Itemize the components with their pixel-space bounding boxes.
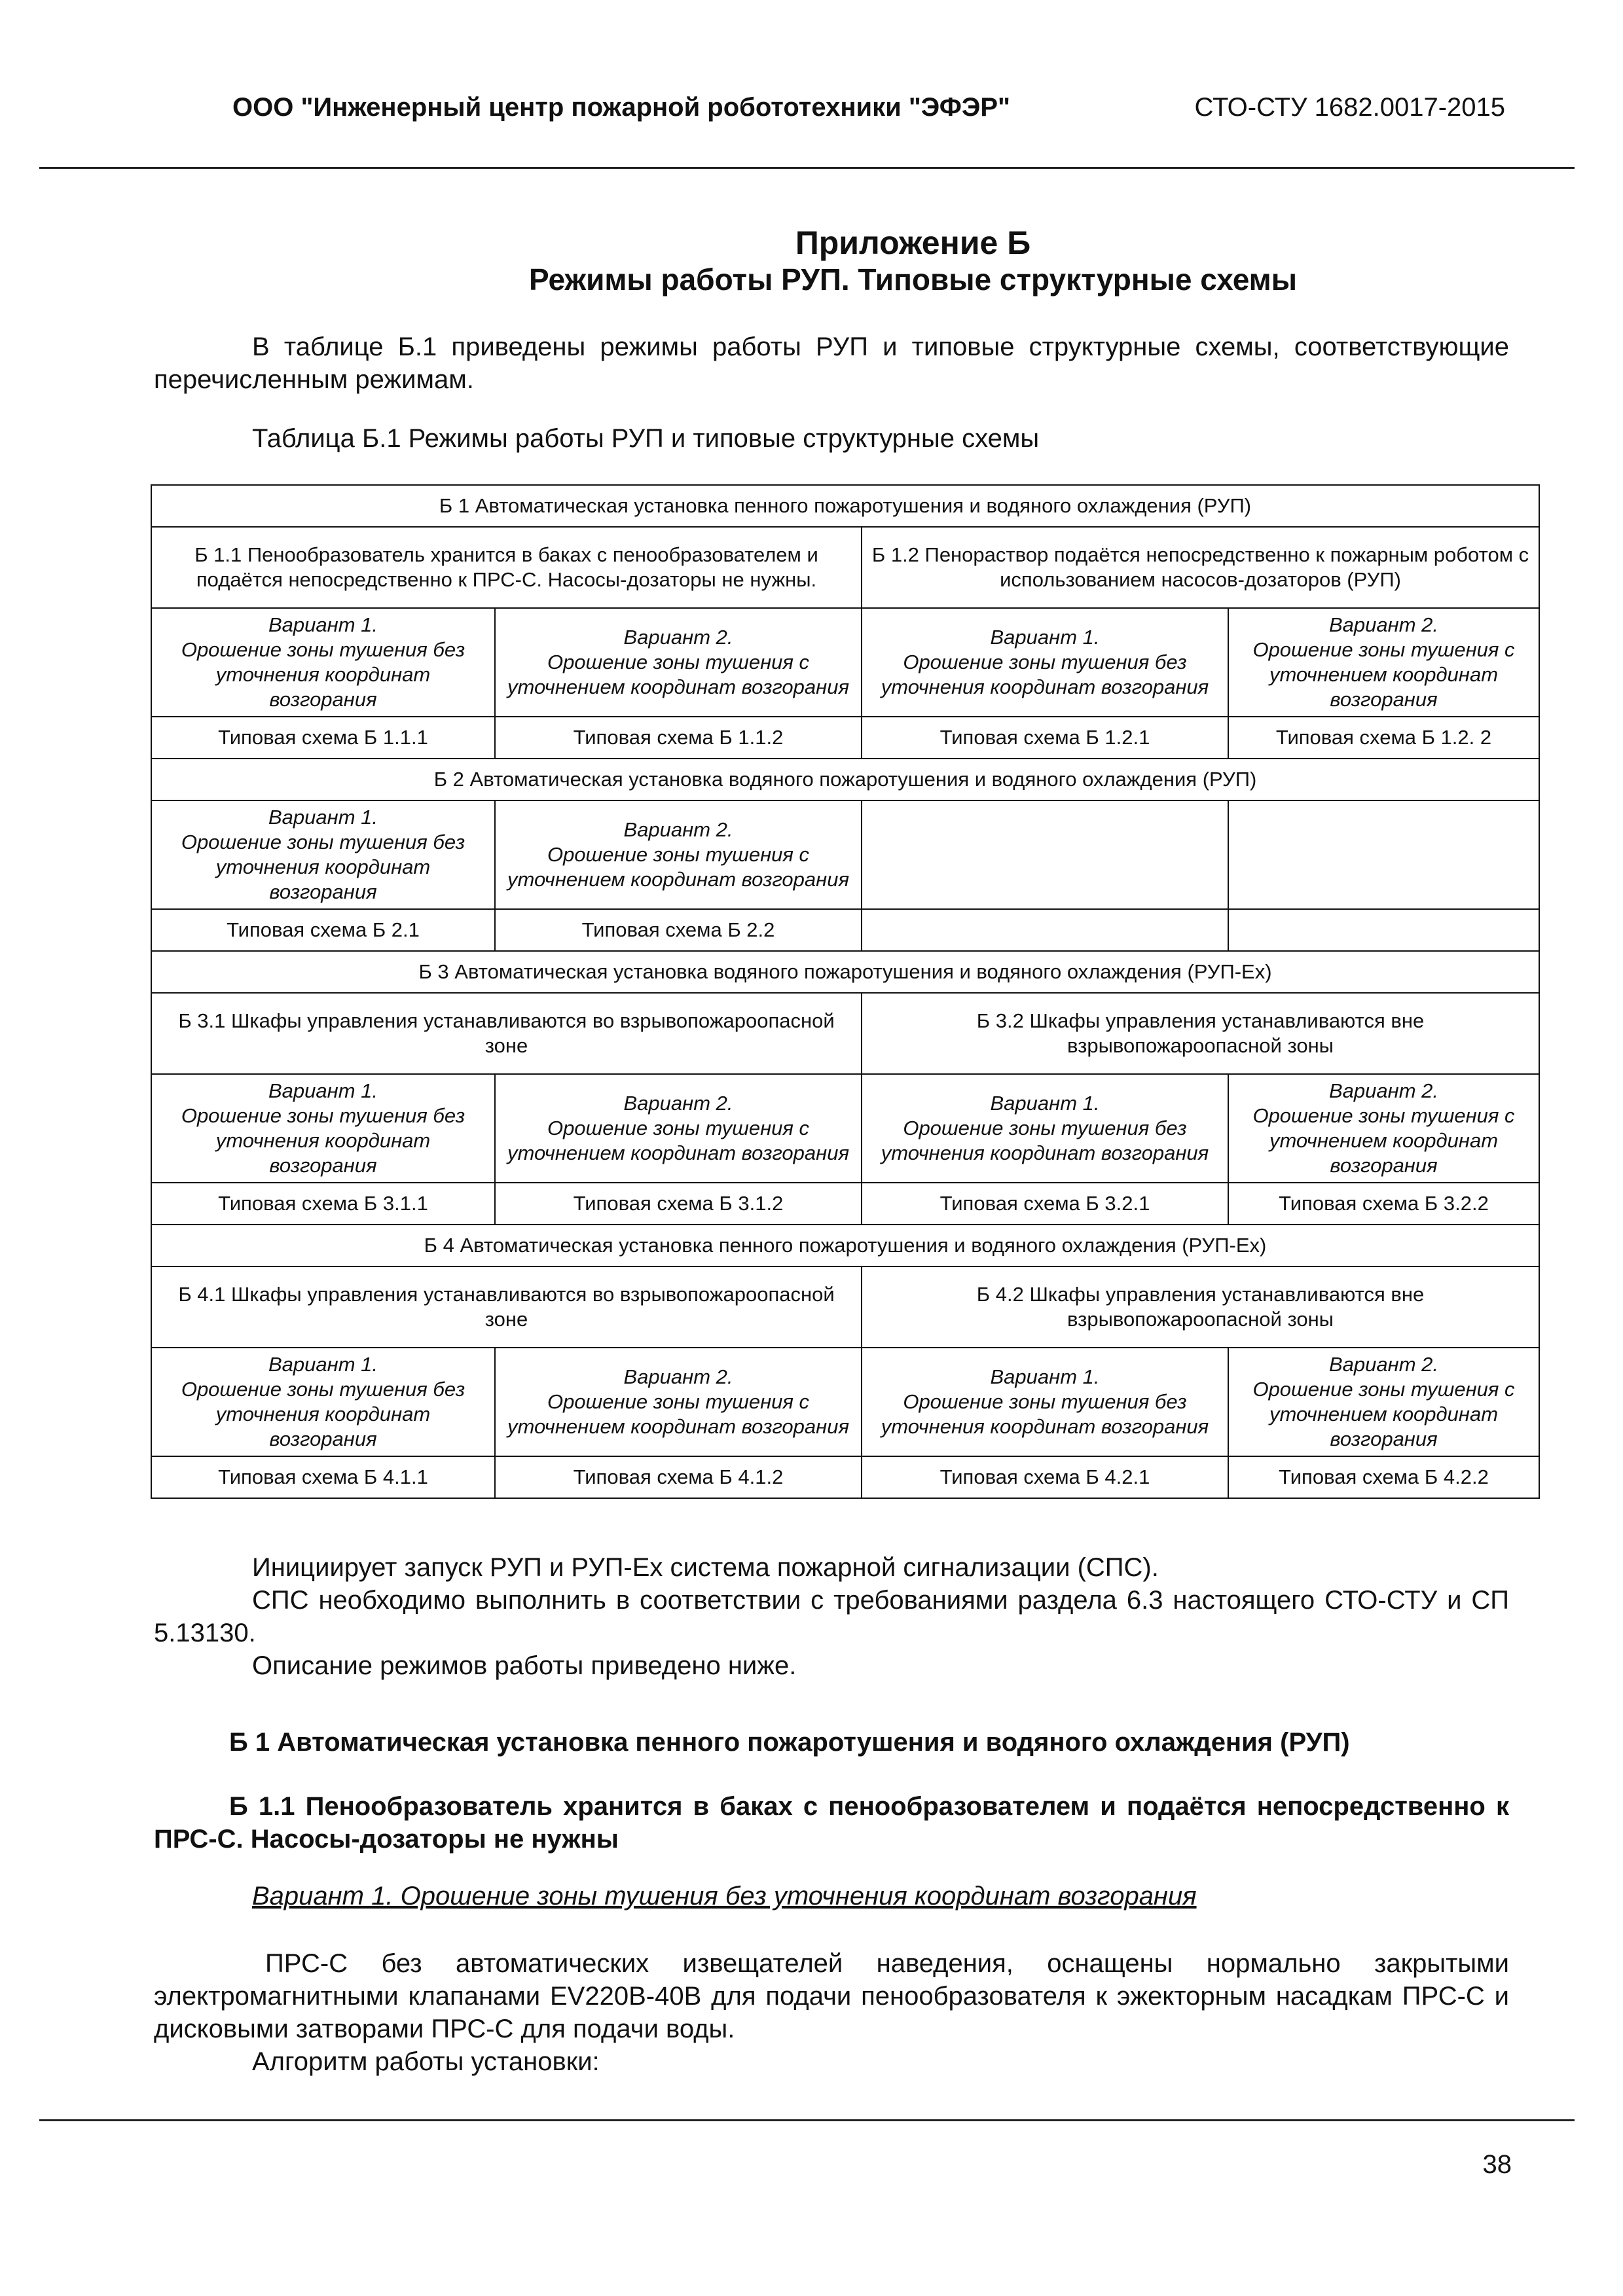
scheme-cell: Типовая схема Б 4.2.2 (1228, 1456, 1539, 1498)
empty-cell (1228, 800, 1539, 909)
scheme-cell: Типовая схема Б 4.2.1 (862, 1456, 1228, 1498)
scheme-cell: Типовая схема Б 1.2.1 (862, 717, 1228, 759)
variant-cell: Вариант 2. Орошение зоны тушения с уточнением координат возгорания (495, 1348, 862, 1456)
variant-cell: Вариант 2. Орошение зоны тушения с уточнением координат возгорания (1228, 1348, 1539, 1456)
header-document-code: СТО-СТУ 1682.0017-2015 (1194, 93, 1505, 122)
modes-table (151, 484, 1540, 1499)
paragraph-algorithm: Алгоритм работы установки: (252, 2047, 600, 2076)
paragraph-sps-requirements: СПС необходимо выполнить в соответствии с требованиями раздела 6.3 настоящего СТО-СТУ и СП 5.13130. (154, 1586, 1509, 1647)
section-b1-title: Б 1 Автоматическая установка пенного пожаротушения и водяного охлаждения (РУП) (151, 485, 1539, 527)
variant-cell: Вариант 2. Орошение зоны тушения с уточнением координат возгорания (1228, 1074, 1539, 1183)
variant-cell: Вариант 2. Орошение зоны тушения с уточнением координат возгорания (1228, 608, 1539, 717)
subsection-b42: Б 4.2 Шкафы управления устанавливаются вне взрывопожароопасной зоны (862, 1266, 1539, 1348)
section-b2-title: Б 2 Автоматическая установка водяного пожаротушения и водяного охлаждения (РУП) (151, 759, 1539, 800)
scheme-cell: Типовая схема Б 1.1.1 (151, 717, 495, 759)
empty-cell (1228, 909, 1539, 951)
scheme-cell: Типовая схема Б 3.1.1 (151, 1183, 495, 1225)
subsection-b32: Б 3.2 Шкафы управления устанавливаются вне взрывопожароопасной зоны (862, 993, 1539, 1074)
paragraph-description-note: Описание режимов работы приведено ниже. (252, 1651, 797, 1680)
scheme-cell: Типовая схема Б 3.1.2 (495, 1183, 862, 1225)
variant-cell: Вариант 1. Орошение зоны тушения без уточнения координат возгорания (151, 800, 495, 909)
subsection-b12: Б 1.2 Пенораствор подаётся непосредственно к пожарным роботом с использованием насосов-дозаторов (РУП) (862, 527, 1539, 608)
variant-heading: Вариант 1. Орошение зоны тушения без уточнения координат возгорания (252, 1882, 1197, 1910)
subsection-b41: Б 4.1 Шкафы управления устанавливаются во взрывопожароопасной зоне (151, 1266, 862, 1348)
subsection-b11: Б 1.1 Пенообразователь хранится в баках с пенообразователем и подаётся непосредственно к ПРС-С. Насосы-дозаторы не нужны. (151, 527, 862, 608)
page-number: 38 (1482, 2150, 1512, 2179)
table-caption: Таблица Б.1 Режимы работы РУП и типовые структурные схемы (252, 424, 1040, 453)
variant-cell: Вариант 1. Орошение зоны тушения без уточнения координат возгорания (862, 608, 1228, 717)
scheme-cell: Типовая схема Б 1.1.2 (495, 717, 862, 759)
variant-cell: Вариант 2. Орошение зоны тушения с уточнением координат возгорания (495, 608, 862, 717)
variant-cell: Вариант 2. Орошение зоны тушения с уточнением координат возгорания (495, 1074, 862, 1183)
paragraph-sps-trigger: Инициирует запуск РУП и РУП-Ех система пожарной сигнализации (СПС). (252, 1553, 1159, 1582)
intro-paragraph: В таблице Б.1 приведены режимы работы РУП и типовые структурные схемы, соответствующие перечисленным режимам. (154, 332, 1509, 394)
variant-cell: Вариант 1. Орошение зоны тушения без уточнения координат возгорания (862, 1348, 1228, 1456)
scheme-cell: Типовая схема Б 4.1.1 (151, 1456, 495, 1498)
subsection-b31: Б 3.1 Шкафы управления устанавливаются во взрывопожароопасной зоне (151, 993, 862, 1074)
scheme-cell: Типовая схема Б 2.1 (151, 909, 495, 951)
scheme-cell: Типовая схема Б 4.1.2 (495, 1456, 862, 1498)
section-b3-title: Б 3 Автоматическая установка водяного пожаротушения и водяного охлаждения (РУП-Ех) (151, 951, 1539, 993)
variant-cell: Вариант 2. Орошение зоны тушения с уточнением координат возгорания (495, 800, 862, 909)
empty-cell (862, 800, 1228, 909)
header-rule (39, 167, 1575, 169)
variant-cell: Вариант 1. Орошение зоны тушения без уточнения координат возгорания (151, 1348, 495, 1456)
variant-cell: Вариант 1. Орошение зоны тушения без уточнения координат возгорания (862, 1074, 1228, 1183)
empty-cell (862, 909, 1228, 951)
section-heading-b1: Б 1 Автоматическая установка пенного пожаротушения и водяного охлаждения (РУП) (229, 1728, 1350, 1757)
appendix-subtitle: Режимы работы РУП. Типовые структурные схемы (529, 262, 1297, 296)
variant-cell: Вариант 1. Орошение зоны тушения без уточнения координат возгорания (151, 1074, 495, 1183)
scheme-cell: Типовая схема Б 1.2. 2 (1228, 717, 1539, 759)
scheme-cell: Типовая схема Б 3.2.1 (862, 1183, 1228, 1225)
paragraph-prs-description: ПРС-С без автоматических извещателей наведения, оснащены нормально закрытыми электромагнитными клапанами EV220B-40B для подачи пенообразователя к эжекторным насадкам ПРС-С и дисковыми затворами ПРС-С для подачи воды. (154, 1949, 1509, 2043)
variant-cell: Вариант 1. Орошение зоны тушения без уточнения координат возгорания (151, 608, 495, 717)
scheme-cell: Типовая схема Б 3.2.2 (1228, 1183, 1539, 1225)
footer-rule (39, 2119, 1575, 2121)
section-heading-b11: Б 1.1 Пенообразователь хранится в баках с пенообразователем и подаётся непосредственно к ПРС-С. Насосы-дозаторы не нужны (154, 1792, 1509, 1854)
header-organization: ООО "Инженерный центр пожарной робототехники "ЭФЭР" (232, 93, 1010, 122)
appendix-title: Приложение Б (795, 224, 1031, 261)
scheme-cell: Типовая схема Б 2.2 (495, 909, 862, 951)
section-b4-title: Б 4 Автоматическая установка пенного пожаротушения и водяного охлаждения (РУП-Ех) (151, 1225, 1539, 1266)
